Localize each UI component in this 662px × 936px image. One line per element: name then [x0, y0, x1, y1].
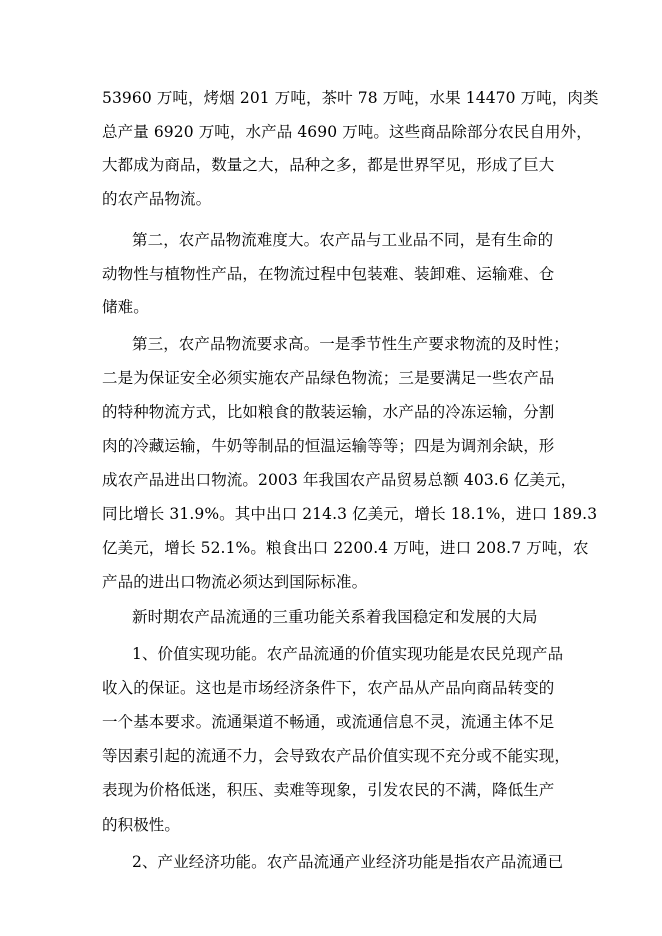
text-line: 的积极性。	[102, 816, 181, 834]
text-line: 大都成为商品，数量之大，品种之多，都是世界罕见，形成了巨大	[102, 156, 555, 174]
text-line: 同比增长 31.9%。其中出口 214.3 亿美元，增长 18.1%，进口 189.3	[102, 505, 598, 523]
paragraph-industry-function-start: 2、产业经济功能。农产品流通产业经济功能是指农产品流通已	[132, 853, 564, 871]
section-heading: 新时期农产品流通的三重功能关系着我国稳定和发展的大局	[132, 608, 538, 626]
text-line: 一个基本要求。流通渠道不畅通，或流通信息不灵，流通主体不足	[102, 713, 555, 731]
text-line: 二是为保证安全必须实施农产品绿色物流；三是要满足一些农产品	[102, 369, 555, 387]
text-line: 的特种物流方式，比如粮食的散装运输，水产品的冷冻运输，分割	[102, 403, 555, 421]
text-line: 产品的进出口物流必须达到国际标准。	[102, 573, 368, 591]
text-line: 表现为价格低迷，积压、卖难等现象，引发农民的不满，降低生产	[102, 781, 555, 799]
text-line: 动物性与植物性产品，在物流过程中包装难、装卸难、运输难、仓	[102, 265, 555, 283]
text-line: 肉的冷藏运输，牛奶等制品的恒温运输等等；四是为调剂余缺，形	[102, 437, 555, 455]
paragraph-value-function-start: 1、价值实现功能。农产品流通的价值实现功能是农民兑现产品	[132, 645, 564, 663]
text-line: 53960 万吨，烤烟 201 万吨，茶叶 78 万吨，水果 14470 万吨，肉类	[102, 89, 599, 107]
text-line: 等因素引起的流通不力，会导致农产品价值实现不充分或不能实现，	[102, 747, 571, 765]
text-line: 储难。	[102, 298, 149, 316]
text-line: 亿美元，增长 52.1%。粮食出口 2200.4 万吨，进口 208.7 万吨，农	[102, 539, 589, 557]
text-line: 收入的保证。这也是市场经济条件下，农产品从产品向商品转变的	[102, 679, 555, 697]
text-line: 总产量 6920 万吨，水产品 4690 万吨。这些商品除部分农民自用外，	[102, 123, 592, 141]
paragraph-second-start: 第二，农产品物流难度大。农产品与工业品不同，是有生命的	[132, 231, 554, 249]
paragraph-third-start: 第三，农产品物流要求高。一是季节性生产要求物流的及时性；	[132, 335, 569, 353]
text-line: 的农产品物流。	[102, 190, 212, 208]
text-line: 成农产品进出口物流。2003 年我国农产品贸易总额 403.6 亿美元，	[102, 471, 577, 489]
